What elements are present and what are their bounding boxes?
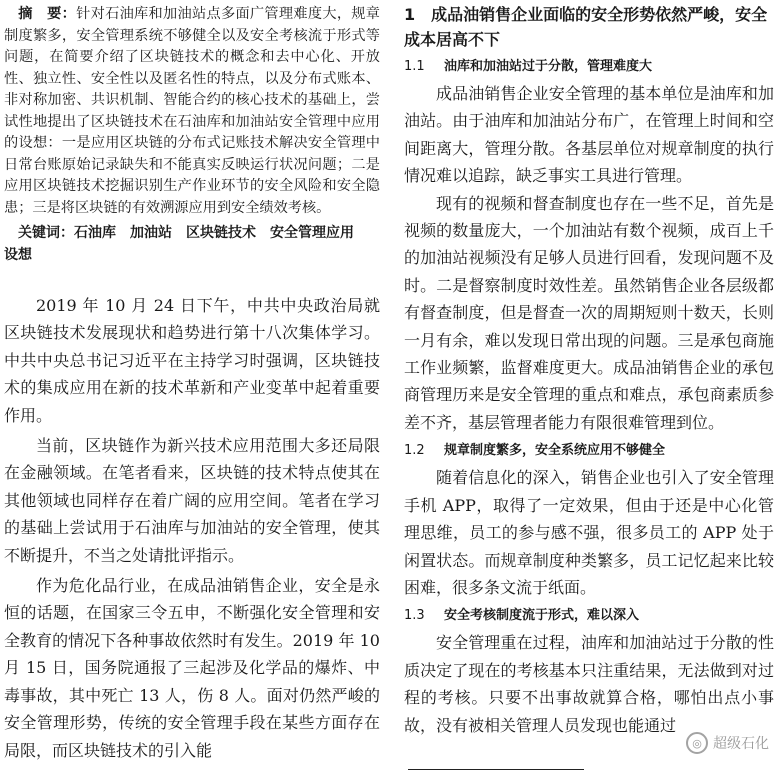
- keywords-label: 关键词：: [18, 225, 74, 241]
- right-column: [404, 0, 774, 739]
- subsection-heading: [404, 438, 774, 464]
- section-heading: 1 成品油销售企业面临的安全形势依然严峻，安全成本居高不下: [404, 5, 768, 49]
- subsection-title: 安全考核制度流于形式，难以深入: [444, 608, 640, 624]
- intro-paragraph: 2019 年 10 月 24 日下午，中共中央政治局就区块链技术发展现状和趋势进行第十八次集体学习。中共中央总书记习近平在主持学习时强调，区块链技术的集成应用在新的技术革新和产业变革中起着重要作用。: [4, 296, 380, 425]
- wechat-logo-icon: ◎: [686, 732, 708, 754]
- body-paragraph: 安全管理重在过程，油库和加油站过于分散的性质决定了现在的考核基本只注重结果，无法做到对过程的考核。只要不出事故就算合格，哪怕出点小事故，没有被相关管理人员发现也能通过: [404, 633, 774, 735]
- watermark: [686, 732, 769, 754]
- body-paragraph: 成品油销售企业安全管理的基本单位是油库和加油站。由于油库和加油站分布广，在管理上时间和空间距离大，管理分散。各基层单位对规章制度的执行情况难以追踪，缺乏事实工具进行管理。: [404, 84, 774, 186]
- subsection-heading: [404, 603, 774, 629]
- subsection-number: 1.2: [404, 443, 425, 459]
- abstract-label: 摘 要：: [18, 6, 77, 22]
- watermark-text: 超级石化: [713, 736, 769, 752]
- body-paragraph: 随着信息化的深入，销售企业也引入了安全管理手机 APP，取得了一定效果，但由于还是中心化管理思维，员工的参与感不强，很多员工的 APP 处于闲置状态。而规章制度种类繁多，员工记忆起来比较困难，很多条文流于纸面。: [404, 468, 774, 597]
- subsection-title: 油库和加油站过于分散，管理难度大: [444, 59, 653, 74]
- intro-paragraph: 当前，区块链作为新兴技术应用范围大多还局限在金融领域。在笔者看来，区块链的技术特点使其在其他领域也同样存在着广阔的应用空间。笔者在学习的基础上尝试用于石油库与加油站的安全管理，使其不断提升，不当之处请批评指示。: [4, 436, 380, 565]
- keywords: [4, 223, 380, 266]
- subsection-number: 1.1: [404, 59, 425, 74]
- abstract: [4, 4, 380, 219]
- left-column: [4, 0, 380, 764]
- subsection-number: 1.3: [404, 608, 425, 624]
- keywords-text: 石油库 加油站 区块链技术 安全管理应用 设想: [4, 225, 368, 263]
- abstract-text: 针对石油库和加油站点多面广管理难度大，规章制度繁多，安全管理系统不够健全以及安全考核流于形式等问题，在简要介绍了区块链技术的概念和去中心化、开放性、独立性、安全性以及匿名性的特点，以及分布式账本、非对称加密、共识机制、智能合约的核心技术的基础上，尝试性地提出了区块链技术在石油库和加油站安全管理中应用的设想：一是应用区块链的分布式记账技术解决安全管理中日常台账原始记录缺失和不能真实反映运行状况问题；二是应用区块链技术挖掘识别生产作业环节的安全风险和安全隐患；三是将区块链的有效溯源应用到安全绩效考核。: [4, 6, 380, 216]
- subsection-title: 规章制度繁多，安全系统应用不够健全: [444, 443, 666, 459]
- body-paragraph: 现有的视频和督查制度也存在一些不足，首先是视频的数量庞大，一个加油站有数个视频，成百上千的加油站视频没有足够人员进行回看，发现问题不及时。二是督察制度时效性差。虽然销售企业各层级都有督查制度，但是督查一次的周期短则十数天，长则一月有余，难以发现日常出现的问题。三是承包商施工作业频繁，监督难度更大。成品油销售企业的承包商管理历来是安全管理的重点和难点，承包商素质参差不齐，基层管理者能力有限很难管理到位。: [404, 193, 774, 432]
- intro-paragraph: 作为危化品行业，在成品油销售企业，安全是永恒的话题，在国家三令五申，不断强化安全管理和安全教育的情况下各种事故依然时有发生。2019 年 10 月 15 日，国务院通报了三起涉及化学品的爆炸、中毒事故，其中死亡 13 人，伤 8 人。面对仍然严峻的安全管理形势，传统的安全管理手段在某些方面存在局限，而区块链技术的引入能: [4, 576, 380, 760]
- footnote-divider: [408, 769, 584, 770]
- subsection-heading: [404, 54, 774, 80]
